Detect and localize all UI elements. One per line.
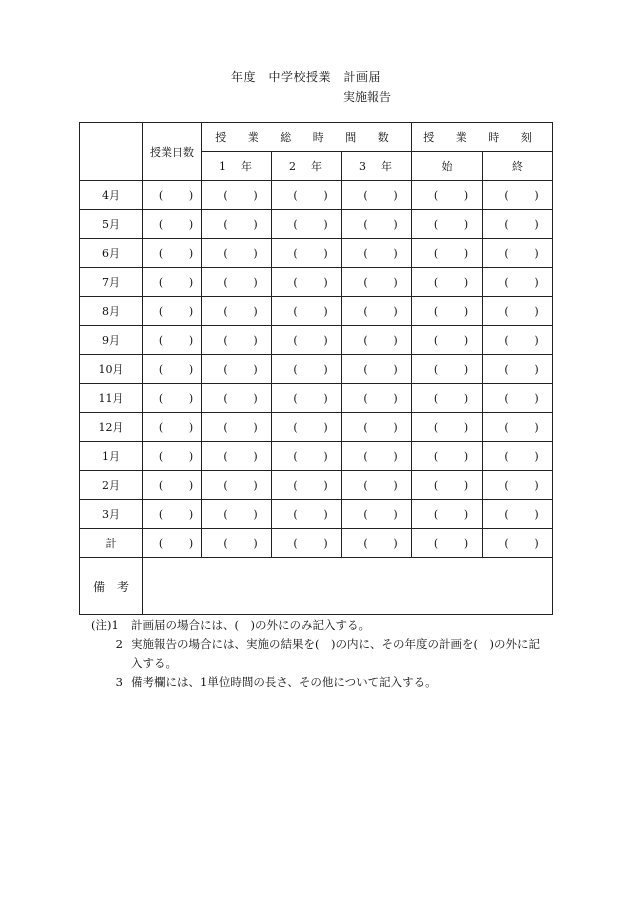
open-paren: ( xyxy=(433,333,439,347)
open-paren: ( xyxy=(293,188,298,202)
open-paren: ( xyxy=(293,536,298,550)
open-paren: ( xyxy=(158,536,164,550)
corner-cell xyxy=(80,123,143,181)
open-paren: ( xyxy=(293,507,298,521)
entry-cell[interactable] xyxy=(342,181,412,210)
entry-cell[interactable] xyxy=(483,384,553,413)
entry-cell[interactable] xyxy=(202,297,272,326)
open-paren: ( xyxy=(223,275,228,289)
table-row xyxy=(80,384,553,413)
month-label: 4月 xyxy=(80,181,143,210)
open-paren: ( xyxy=(504,536,509,550)
open-paren: ( xyxy=(158,362,164,376)
open-paren: ( xyxy=(363,536,368,550)
entry-cell[interactable] xyxy=(272,442,342,471)
open-paren: ( xyxy=(158,217,164,231)
open-paren: ( xyxy=(363,362,368,376)
entry-cell[interactable] xyxy=(272,413,342,442)
entry-cell[interactable] xyxy=(483,500,553,529)
close-paren: ) xyxy=(323,449,328,463)
close-paren: ) xyxy=(253,333,258,347)
month-label: 3月 xyxy=(80,500,143,529)
entry-cell[interactable] xyxy=(202,413,272,442)
close-paren: ) xyxy=(253,536,258,550)
open-paren: ( xyxy=(363,275,368,289)
remarks-field[interactable] xyxy=(143,558,553,615)
close-paren: ) xyxy=(323,391,328,405)
form-subtitle: 実施報告 xyxy=(343,90,392,104)
close-paren: ) xyxy=(253,246,258,260)
entry-cell[interactable] xyxy=(143,326,202,355)
entry-cell[interactable] xyxy=(143,297,202,326)
open-paren: ( xyxy=(504,391,509,405)
open-paren: ( xyxy=(504,275,509,289)
entry-cell[interactable] xyxy=(412,529,483,558)
close-paren: ) xyxy=(323,507,328,521)
entry-cell[interactable] xyxy=(483,239,553,268)
entry-cell[interactable] xyxy=(342,529,412,558)
open-paren: ( xyxy=(223,246,228,260)
entry-cell[interactable] xyxy=(143,239,202,268)
close-paren: ) xyxy=(188,275,194,289)
entry-cell[interactable] xyxy=(412,355,483,384)
entry-cell[interactable] xyxy=(412,413,483,442)
close-paren: ) xyxy=(393,536,398,550)
close-paren: ) xyxy=(463,246,469,260)
close-paren: ) xyxy=(188,304,194,318)
entry-cell[interactable] xyxy=(143,181,202,210)
close-paren: ) xyxy=(534,217,539,231)
open-paren: ( xyxy=(504,420,509,434)
form-title: 年度 中学校授業 計画届 xyxy=(231,70,382,84)
open-paren: ( xyxy=(223,449,228,463)
open-paren: ( xyxy=(433,536,439,550)
close-paren: ) xyxy=(323,478,328,492)
remarks-row xyxy=(80,558,553,615)
month-label: 6月 xyxy=(80,239,143,268)
close-paren: ) xyxy=(323,333,328,347)
entry-cell[interactable] xyxy=(272,326,342,355)
entry-cell[interactable] xyxy=(202,239,272,268)
entry-cell[interactable] xyxy=(342,239,412,268)
close-paren: ) xyxy=(393,391,398,405)
close-paren: ) xyxy=(253,507,258,521)
open-paren: ( xyxy=(363,188,368,202)
close-paren: ) xyxy=(393,188,398,202)
table-row xyxy=(80,355,553,384)
open-paren: ( xyxy=(223,304,228,318)
close-paren: ) xyxy=(534,420,539,434)
open-paren: ( xyxy=(158,391,164,405)
entry-cell[interactable] xyxy=(483,268,553,297)
open-paren: ( xyxy=(293,217,298,231)
entry-cell[interactable] xyxy=(412,384,483,413)
close-paren: ) xyxy=(323,362,328,376)
entry-cell[interactable] xyxy=(412,500,483,529)
entry-cell[interactable] xyxy=(342,413,412,442)
open-paren: ( xyxy=(504,188,509,202)
entry-cell[interactable] xyxy=(483,529,553,558)
close-paren: ) xyxy=(393,449,398,463)
header-end: 終 xyxy=(483,152,553,181)
open-paren: ( xyxy=(223,536,228,550)
close-paren: ) xyxy=(463,420,469,434)
close-paren: ) xyxy=(463,188,469,202)
open-paren: ( xyxy=(158,333,164,347)
header-time: 授 業 時 刻 xyxy=(412,123,553,152)
entry-cell[interactable] xyxy=(143,210,202,239)
close-paren: ) xyxy=(534,275,539,289)
open-paren: ( xyxy=(158,420,164,434)
open-paren: ( xyxy=(363,507,368,521)
close-paren: ) xyxy=(463,449,469,463)
open-paren: ( xyxy=(433,391,439,405)
entry-cell[interactable] xyxy=(483,326,553,355)
close-paren: ) xyxy=(463,362,469,376)
close-paren: ) xyxy=(534,304,539,318)
open-paren: ( xyxy=(223,507,228,521)
table-row xyxy=(80,500,553,529)
entry-cell[interactable] xyxy=(483,355,553,384)
close-paren: ) xyxy=(253,217,258,231)
entry-cell[interactable] xyxy=(202,384,272,413)
entry-cell[interactable] xyxy=(483,413,553,442)
open-paren: ( xyxy=(504,217,509,231)
open-paren: ( xyxy=(504,507,509,521)
entry-cell[interactable] xyxy=(202,442,272,471)
close-paren: ) xyxy=(393,333,398,347)
close-paren: ) xyxy=(323,304,328,318)
entry-cell[interactable] xyxy=(412,326,483,355)
entry-cell[interactable] xyxy=(342,442,412,471)
entry-cell[interactable] xyxy=(272,384,342,413)
entry-cell[interactable] xyxy=(342,297,412,326)
close-paren: ) xyxy=(393,507,398,521)
entry-cell[interactable] xyxy=(202,355,272,384)
header-start: 始 xyxy=(412,152,483,181)
close-paren: ) xyxy=(393,362,398,376)
entry-cell[interactable] xyxy=(342,355,412,384)
entry-cell[interactable] xyxy=(143,268,202,297)
month-label: 9月 xyxy=(80,326,143,355)
entry-cell[interactable] xyxy=(272,181,342,210)
month-label: 5月 xyxy=(80,210,143,239)
open-paren: ( xyxy=(433,275,439,289)
entry-cell[interactable] xyxy=(143,500,202,529)
entry-cell[interactable] xyxy=(412,181,483,210)
table-row xyxy=(80,529,553,558)
note-3-num: 3 xyxy=(115,675,123,689)
open-paren: ( xyxy=(504,246,509,260)
open-paren: ( xyxy=(363,478,368,492)
month-label: 8月 xyxy=(80,297,143,326)
open-paren: ( xyxy=(223,333,228,347)
open-paren: ( xyxy=(223,478,228,492)
close-paren: ) xyxy=(534,507,539,521)
entry-cell[interactable] xyxy=(272,297,342,326)
open-paren: ( xyxy=(433,478,439,492)
table-row xyxy=(80,239,553,268)
month-label: 11月 xyxy=(80,384,143,413)
open-paren: ( xyxy=(293,275,298,289)
open-paren: ( xyxy=(158,188,164,202)
close-paren: ) xyxy=(534,391,539,405)
header-grade-2: 2 年 xyxy=(272,152,342,181)
open-paren: ( xyxy=(363,420,368,434)
open-paren: ( xyxy=(433,362,439,376)
note-2: 実施報告の場合には、実施の結果を( )の内に、その年度の計画を( )の外に記 xyxy=(131,637,540,651)
open-paren: ( xyxy=(158,449,164,463)
entry-cell[interactable] xyxy=(272,500,342,529)
entry-cell[interactable] xyxy=(412,442,483,471)
table-row xyxy=(80,210,553,239)
header-days: 授業日数 xyxy=(143,123,202,181)
open-paren: ( xyxy=(293,449,298,463)
close-paren: ) xyxy=(253,362,258,376)
open-paren: ( xyxy=(158,478,164,492)
close-paren: ) xyxy=(188,188,194,202)
open-paren: ( xyxy=(293,304,298,318)
close-paren: ) xyxy=(323,188,328,202)
open-paren: ( xyxy=(223,391,228,405)
close-paren: ) xyxy=(253,449,258,463)
entry-cell[interactable] xyxy=(202,326,272,355)
note-1: 計画届の場合には、( )の外にのみ記入する。 xyxy=(131,618,370,632)
entry-cell[interactable] xyxy=(483,297,553,326)
entry-cell[interactable] xyxy=(202,500,272,529)
month-label: 計 xyxy=(80,529,143,558)
close-paren: ) xyxy=(534,449,539,463)
close-paren: ) xyxy=(463,333,469,347)
open-paren: ( xyxy=(223,188,228,202)
month-label: 7月 xyxy=(80,268,143,297)
table-row xyxy=(80,326,553,355)
close-paren: ) xyxy=(534,246,539,260)
close-paren: ) xyxy=(393,217,398,231)
month-label: 10月 xyxy=(80,355,143,384)
close-paren: ) xyxy=(534,362,539,376)
entry-cell[interactable] xyxy=(202,529,272,558)
open-paren: ( xyxy=(293,333,298,347)
close-paren: ) xyxy=(188,391,194,405)
entry-cell[interactable] xyxy=(143,471,202,500)
open-paren: ( xyxy=(363,391,368,405)
open-paren: ( xyxy=(293,362,298,376)
close-paren: ) xyxy=(253,275,258,289)
open-paren: ( xyxy=(433,507,439,521)
close-paren: ) xyxy=(188,420,194,434)
close-paren: ) xyxy=(463,507,469,521)
close-paren: ) xyxy=(393,246,398,260)
close-paren: ) xyxy=(188,449,194,463)
entry-cell[interactable] xyxy=(412,239,483,268)
close-paren: ) xyxy=(393,304,398,318)
open-paren: ( xyxy=(363,246,368,260)
open-paren: ( xyxy=(223,362,228,376)
close-paren: ) xyxy=(393,275,398,289)
header-grade-3: 3 年 xyxy=(342,152,412,181)
entry-cell[interactable] xyxy=(272,529,342,558)
table-row xyxy=(80,181,553,210)
entry-cell[interactable] xyxy=(342,268,412,297)
open-paren: ( xyxy=(363,304,368,318)
close-paren: ) xyxy=(463,478,469,492)
entry-cell[interactable] xyxy=(143,413,202,442)
close-paren: ) xyxy=(323,246,328,260)
note-2-num: 2 xyxy=(115,637,123,651)
open-paren: ( xyxy=(504,449,509,463)
close-paren: ) xyxy=(188,536,194,550)
table-row xyxy=(80,413,553,442)
entry-cell[interactable] xyxy=(143,529,202,558)
close-paren: ) xyxy=(323,420,328,434)
entry-cell[interactable] xyxy=(272,239,342,268)
open-paren: ( xyxy=(433,420,439,434)
entry-cell[interactable] xyxy=(342,500,412,529)
close-paren: ) xyxy=(188,217,194,231)
entry-cell[interactable] xyxy=(272,471,342,500)
entry-cell[interactable] xyxy=(342,384,412,413)
close-paren: ) xyxy=(253,304,258,318)
schedule-table xyxy=(79,122,553,615)
close-paren: ) xyxy=(253,391,258,405)
open-paren: ( xyxy=(293,420,298,434)
header-total-hours: 授 業 総 時 間 数 xyxy=(202,123,412,152)
entry-cell[interactable] xyxy=(412,268,483,297)
close-paren: ) xyxy=(188,478,194,492)
entry-cell[interactable] xyxy=(202,268,272,297)
close-paren: ) xyxy=(463,304,469,318)
entry-cell[interactable] xyxy=(202,471,272,500)
open-paren: ( xyxy=(158,275,164,289)
close-paren: ) xyxy=(393,478,398,492)
entry-cell[interactable] xyxy=(342,326,412,355)
open-paren: ( xyxy=(363,333,368,347)
table-row xyxy=(80,268,553,297)
open-paren: ( xyxy=(158,507,164,521)
close-paren: ) xyxy=(253,188,258,202)
open-paren: ( xyxy=(433,304,439,318)
entry-cell[interactable] xyxy=(202,210,272,239)
entry-cell[interactable] xyxy=(272,210,342,239)
close-paren: ) xyxy=(534,536,539,550)
entry-cell[interactable] xyxy=(202,181,272,210)
entry-cell[interactable] xyxy=(272,355,342,384)
close-paren: ) xyxy=(188,362,194,376)
close-paren: ) xyxy=(188,333,194,347)
close-paren: ) xyxy=(253,420,258,434)
close-paren: ) xyxy=(253,478,258,492)
close-paren: ) xyxy=(188,246,194,260)
open-paren: ( xyxy=(158,246,164,260)
open-paren: ( xyxy=(433,449,439,463)
remarks-label: 備 考 xyxy=(80,558,143,615)
note-2-cont: 入する。 xyxy=(131,656,177,670)
close-paren: ) xyxy=(463,536,469,550)
notes-section xyxy=(91,616,561,692)
month-label: 12月 xyxy=(80,413,143,442)
entry-cell[interactable] xyxy=(483,442,553,471)
entry-cell[interactable] xyxy=(143,355,202,384)
entry-cell[interactable] xyxy=(143,384,202,413)
header-grade-1: 1 年 xyxy=(202,152,272,181)
open-paren: ( xyxy=(223,217,228,231)
close-paren: ) xyxy=(534,478,539,492)
close-paren: ) xyxy=(463,217,469,231)
close-paren: ) xyxy=(534,188,539,202)
open-paren: ( xyxy=(504,333,509,347)
entry-cell[interactable] xyxy=(483,181,553,210)
close-paren: ) xyxy=(323,275,328,289)
open-paren: ( xyxy=(293,391,298,405)
open-paren: ( xyxy=(158,304,164,318)
table-row xyxy=(80,297,553,326)
close-paren: ) xyxy=(323,217,328,231)
entry-cell[interactable] xyxy=(342,471,412,500)
table-row xyxy=(80,471,553,500)
close-paren: ) xyxy=(463,391,469,405)
close-paren: ) xyxy=(323,536,328,550)
close-paren: ) xyxy=(393,420,398,434)
open-paren: ( xyxy=(223,420,228,434)
entry-cell[interactable] xyxy=(143,442,202,471)
notes-prefix: (注)1 xyxy=(91,618,119,632)
open-paren: ( xyxy=(433,246,439,260)
open-paren: ( xyxy=(504,478,509,492)
entry-cell[interactable] xyxy=(412,210,483,239)
close-paren: ) xyxy=(463,275,469,289)
open-paren: ( xyxy=(504,362,509,376)
month-label: 2月 xyxy=(80,471,143,500)
entry-cell[interactable] xyxy=(483,210,553,239)
note-3: 備考欄には、1単位時間の長さ、その他について記入する。 xyxy=(131,675,437,689)
open-paren: ( xyxy=(363,449,368,463)
close-paren: ) xyxy=(534,333,539,347)
open-paren: ( xyxy=(363,217,368,231)
open-paren: ( xyxy=(293,246,298,260)
open-paren: ( xyxy=(293,478,298,492)
entry-cell[interactable] xyxy=(483,471,553,500)
close-paren: ) xyxy=(188,507,194,521)
entry-cell[interactable] xyxy=(412,297,483,326)
month-label: 1月 xyxy=(80,442,143,471)
open-paren: ( xyxy=(433,188,439,202)
table-row xyxy=(80,442,553,471)
entry-cell[interactable] xyxy=(272,268,342,297)
entry-cell[interactable] xyxy=(342,210,412,239)
open-paren: ( xyxy=(504,304,509,318)
open-paren: ( xyxy=(433,217,439,231)
entry-cell[interactable] xyxy=(412,471,483,500)
